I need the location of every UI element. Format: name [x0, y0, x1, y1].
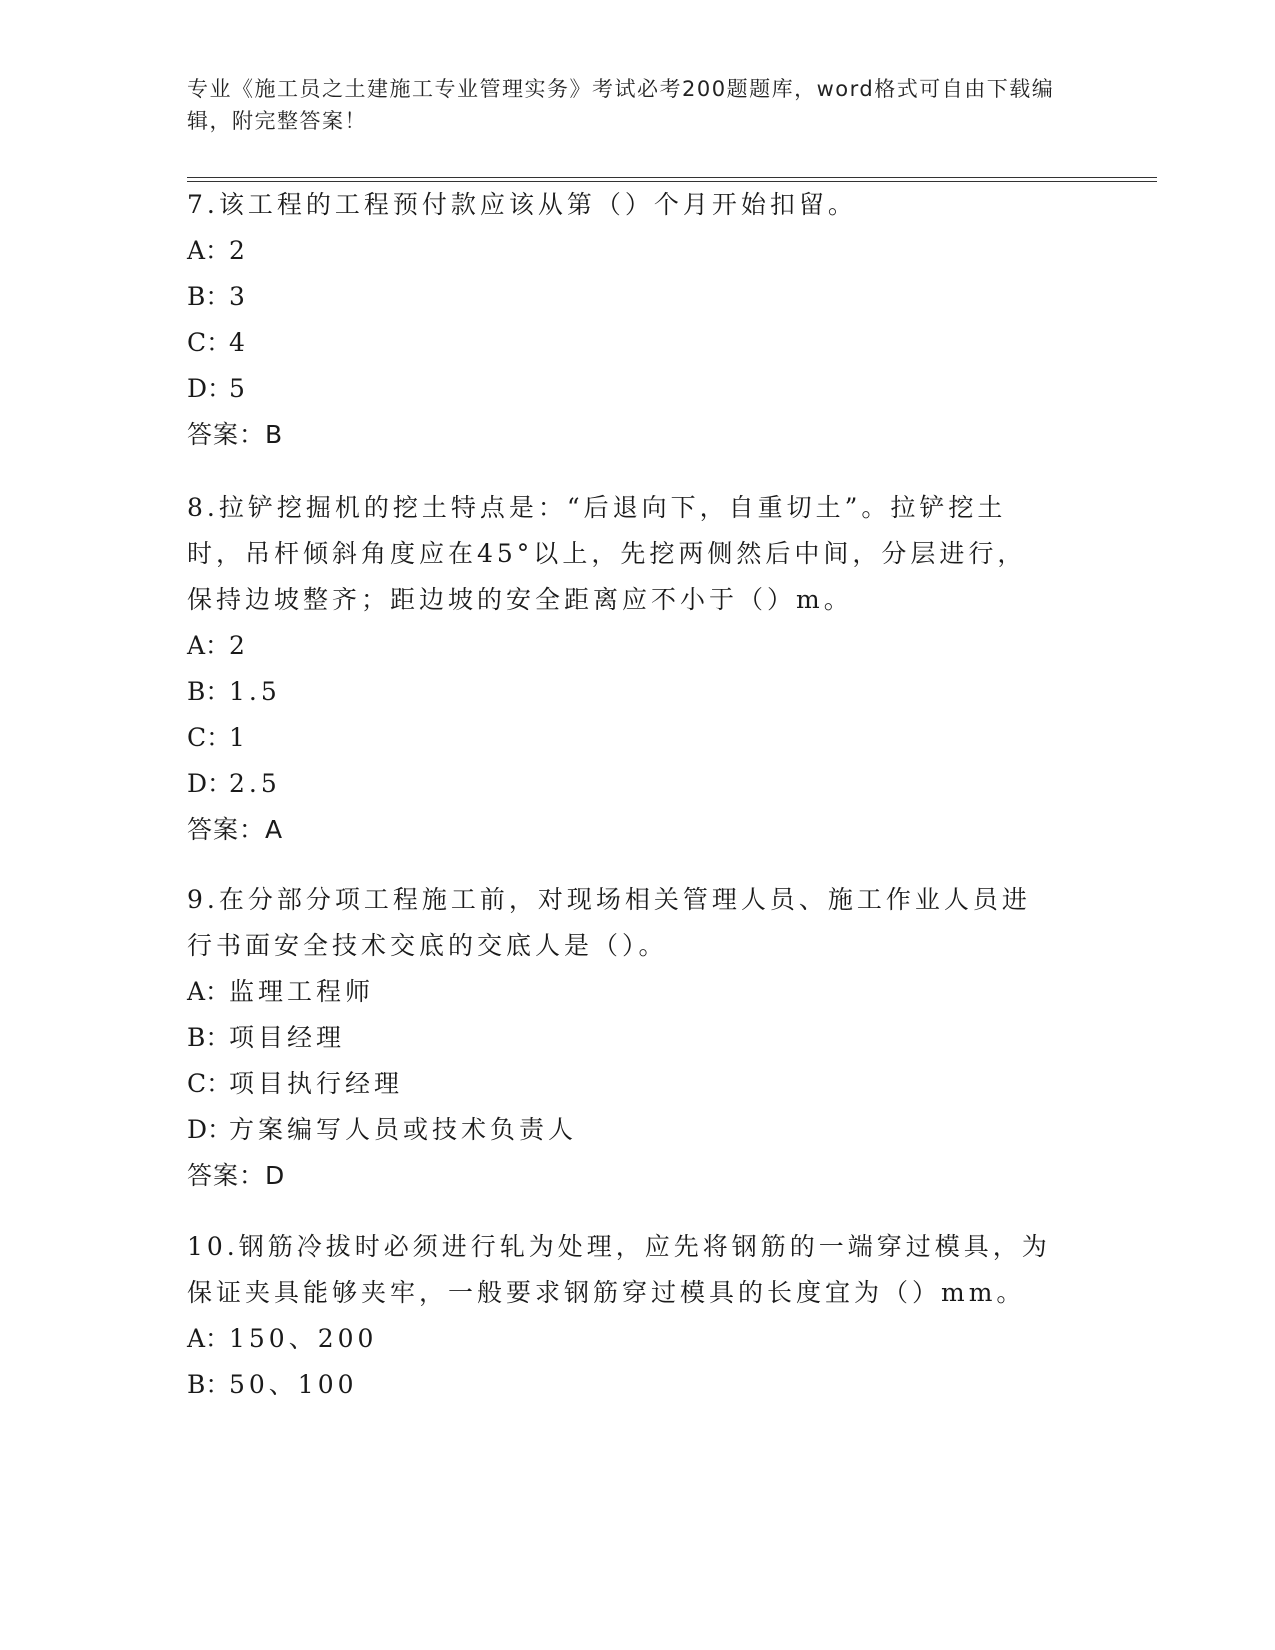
option-c: [187, 1061, 1047, 1107]
option-text: 5: [229, 374, 249, 403]
option-key: D：: [187, 374, 233, 403]
option-b: [187, 1015, 1047, 1061]
option-d: [187, 366, 1087, 412]
option-text: 2.5: [229, 769, 281, 798]
option-d: [187, 1107, 1047, 1153]
option-text: 方案编写人员或技术负责人: [229, 1115, 578, 1144]
option-text: 150、200: [229, 1324, 378, 1353]
option-key: D：: [187, 769, 233, 798]
option-text: 项目执行经理: [229, 1069, 404, 1098]
option-key: B：: [187, 282, 231, 311]
option-text: 监理工程师: [229, 977, 375, 1006]
question-stem: 7.该工程的工程预付款应该从第（）个月开始扣留。: [187, 190, 857, 219]
question-8: [187, 485, 1047, 853]
option-key: B：: [187, 677, 231, 706]
option-text: 50、100: [229, 1370, 358, 1399]
option-text: 2: [229, 236, 249, 265]
option-key: A：: [187, 977, 231, 1006]
question-stem: 8.拉铲挖掘机的挖土特点是：“后退向下，自重切土”。拉铲挖土时，吊杆倾斜角度应在45°以上，先挖两侧然后中间，分层进行，保持边坡整齐；距边坡的安全距离应不小于（）m。: [187, 493, 1027, 614]
option-key: D：: [187, 1115, 233, 1144]
option-b: [187, 1362, 1057, 1408]
option-c: [187, 320, 1087, 366]
option-key: A：: [187, 1324, 231, 1353]
answer: 答案：B: [187, 420, 284, 449]
option-text: 4: [229, 328, 249, 357]
question-stem: 9.在分部分项工程施工前，对现场相关管理人员、施工作业人员进行书面安全技术交底的交底人是（）。: [187, 885, 1031, 960]
option-key: C：: [187, 1069, 232, 1098]
option-text: 3: [229, 282, 249, 311]
option-d: [187, 761, 1047, 807]
document-header: 专业《施工员之土建施工专业管理实务》考试必考200题题库，word格式可自由下载编辑，附完整答案！: [187, 77, 1055, 133]
option-text: 2: [229, 631, 249, 660]
option-key: B：: [187, 1023, 231, 1052]
option-key: A：: [187, 631, 231, 660]
question-stem: 10.钢筋冷拔时必须进行轧为处理，应先将钢筋的一端穿过模具，为保证夹具能够夹牢，一般要求钢筋穿过模具的长度宜为（）mm。: [187, 1232, 1051, 1307]
option-key: C：: [187, 723, 232, 752]
question-7: [187, 182, 1087, 458]
question-9: [187, 877, 1047, 1199]
option-key: A：: [187, 236, 231, 265]
option-key: C：: [187, 328, 232, 357]
answer: 答案：A: [187, 815, 284, 844]
option-a: [187, 1316, 1057, 1362]
option-a: [187, 969, 1047, 1015]
option-a: [187, 623, 1047, 669]
option-c: [187, 715, 1047, 761]
option-a: [187, 228, 1087, 274]
option-text: 1.5: [229, 677, 281, 706]
question-10: [187, 1224, 1057, 1408]
answer: 答案：D: [187, 1161, 286, 1190]
option-text: 项目经理: [229, 1023, 346, 1052]
option-text: 1: [229, 723, 249, 752]
option-b: [187, 274, 1087, 320]
option-key: B：: [187, 1370, 231, 1399]
option-b: [187, 669, 1047, 715]
